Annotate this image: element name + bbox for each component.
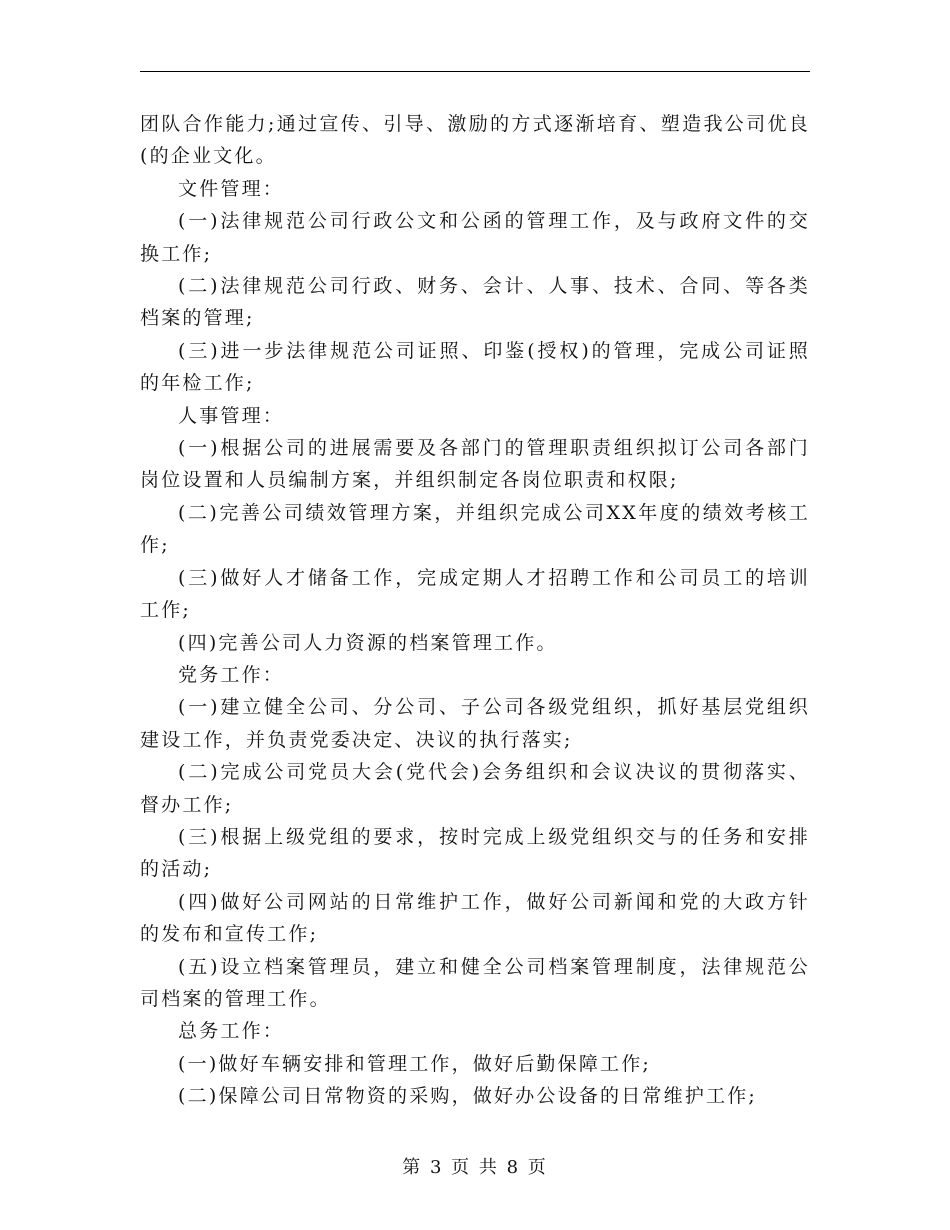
paragraph: (三)进一步法律规范公司证照、印鉴(授权)的管理，完成公司证照的年检工作; xyxy=(140,339,810,395)
paragraph: (二)保障公司日常物资的采购，做好办公设备的日常维护工作; xyxy=(178,1085,758,1108)
section-heading: 文件管理： xyxy=(178,177,285,200)
page-number: 第 3 页 共 8 页 xyxy=(402,1157,548,1178)
paragraph: (一)建立健全公司、分公司、子公司各级党组织，抓好基层党组织建设工作，并负责党委决定、决议的执行落实; xyxy=(140,696,810,751)
paragraph: (三)做好人才储备工作，完成定期人才招聘工作和公司员工的培训工作; xyxy=(140,566,810,622)
section-heading: 总务工作： xyxy=(178,1020,285,1043)
paragraph: (四)完善公司人力资源的档案管理工作。 xyxy=(178,631,558,654)
paragraph: (四)做好公司网站的日常维护工作，做好公司新闻和党的大政方针的发布和宣传工作; xyxy=(140,890,810,946)
paragraph: (五)设立档案管理员，建立和健全公司档案管理制度，法律规范公司档案的管理工作。 xyxy=(140,955,810,1010)
paragraph: (一)法律规范公司行政公文和公函的管理工作，及与政府文件的交换工作; xyxy=(140,210,810,265)
paragraph: (三)根据上级党组的要求，按时完成上级党组织交与的任务和安排的活动; xyxy=(140,825,810,881)
section-heading: 党务工作： xyxy=(178,663,285,686)
paragraph: (二)法律规范公司行政、财务、会计、人事、技术、合同、等各类档案的管理; xyxy=(140,275,810,330)
document-body xyxy=(140,108,810,1113)
paragraph: (二)完成公司党员大会(党代会)会务组织和会议决议的贯彻落实、督办工作; xyxy=(140,761,810,816)
paragraph: (一)根据公司的进展需要及各部门的管理职责组织拟订公司各部门岗位设置和人员编制方案，并组织制定各岗位职责和权限; xyxy=(140,437,810,492)
paragraph: (二)完善公司绩效管理方案，并组织完成公司XX年度的绩效考核工作; xyxy=(140,501,810,557)
paragraph: (一)做好车辆安排和管理工作，做好后勤保障工作; xyxy=(178,1052,652,1075)
header-rule xyxy=(140,71,810,72)
paragraph: 团队合作能力;通过宣传、引导、激励的方式逐渐培育、塑造我公司优良(的企业文化。 xyxy=(140,113,810,168)
section-heading: 人事管理： xyxy=(178,404,285,427)
